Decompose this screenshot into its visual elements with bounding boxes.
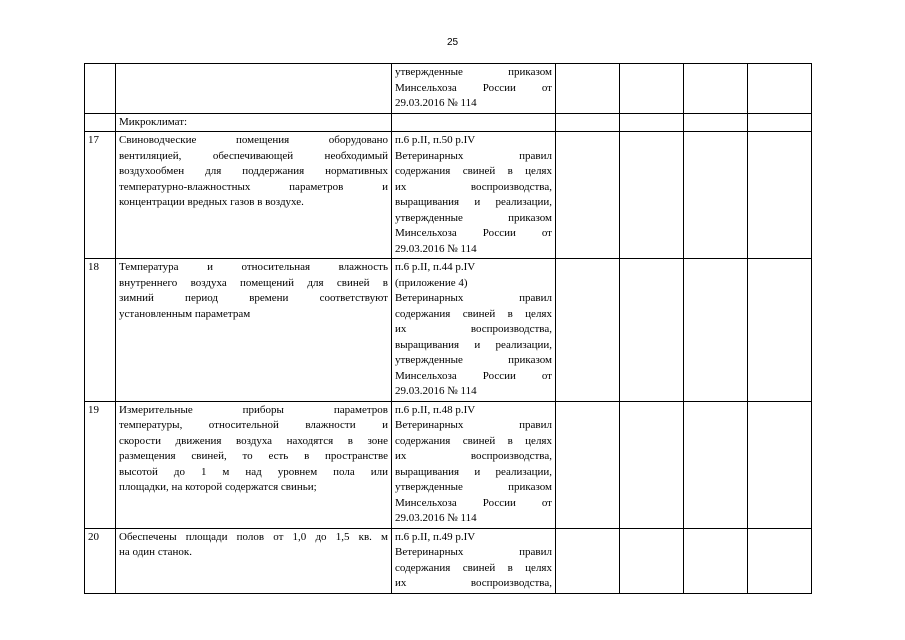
requirement-line: температуры, относительной влажности и (119, 419, 388, 431)
regulation-reference (392, 64, 556, 114)
requirement-text (116, 401, 392, 528)
requirement-line: Свиноводческие помещения оборудовано (119, 134, 388, 146)
assessment-cell (684, 132, 748, 259)
table-body (85, 64, 812, 594)
assessment-cell (556, 132, 620, 259)
reference-line: Минсельхоза России от (395, 227, 552, 239)
requirement-line: размещения свиней, то есть в пространстве (119, 450, 388, 462)
reference-line: Минсельхоза России от (395, 496, 552, 509)
reference-line: п.6 р.II, п.50 р.IV (395, 134, 476, 146)
reference-line: выращивания и реализации, (395, 338, 552, 351)
reference-line: 29.03.2016 № 114 (395, 97, 477, 109)
table-row (85, 64, 812, 114)
reference-line: содержания свиней в целях (395, 434, 552, 447)
assessment-cell (620, 259, 684, 402)
assessment-cell (556, 528, 620, 593)
row-number: 18 (85, 259, 116, 402)
row-number: 19 (85, 401, 116, 528)
assessment-cell (748, 64, 812, 114)
requirement-line: зимний период времени соответствуют (119, 292, 388, 304)
reference-line: утвержденные приказом (395, 481, 552, 493)
reference-line: их воспроизводства, (395, 180, 552, 193)
reference-line: утвержденные приказом (395, 211, 552, 224)
assessment-cell (556, 259, 620, 402)
reference-line: Минсельхоза России от (395, 81, 552, 94)
requirement-line: воздухообмен для поддержания нормативных (119, 165, 388, 177)
row-number (85, 64, 116, 114)
reference-line: Ветеринарных правил (395, 149, 552, 162)
assessment-cell (748, 401, 812, 528)
reference-line: Ветеринарных правил (395, 419, 552, 431)
reference-line: выращивания и реализации, (395, 465, 552, 478)
reference-line: (приложение 4) (395, 276, 468, 289)
assessment-cell (684, 259, 748, 402)
assessment-cell (556, 64, 620, 114)
requirement-line: Температура и относительная влажность (119, 261, 388, 273)
reference-line: содержания свиней в целях (395, 165, 552, 177)
requirement-line: скорости движения воздуха находятся в зоне (119, 434, 388, 447)
reference-line: 29.03.2016 № 114 (395, 385, 477, 397)
regulation-reference (392, 401, 556, 528)
requirement-line: температурно-влажностных параметров и (119, 180, 388, 193)
table-row (85, 259, 812, 402)
reference-line: их воспроизводства, (395, 323, 552, 335)
requirement-text (116, 528, 392, 593)
checklist-table (84, 63, 812, 594)
table-row (85, 113, 812, 132)
reference-line: п.6 р.II, п.48 р.IV (395, 403, 476, 416)
assessment-cell (748, 132, 812, 259)
requirement-text (116, 132, 392, 259)
assessment-cell (620, 528, 684, 593)
reference-line: 29.03.2016 № 114 (395, 512, 477, 524)
reference-line: их воспроизводства, (395, 450, 552, 462)
reference-line: утвержденные приказом (395, 354, 552, 366)
reference-line: содержания свиней в целях (395, 307, 552, 320)
reference-line: их воспроизводства, (395, 577, 552, 589)
page-number: 25 (446, 37, 459, 48)
reference-line: содержания свиней в целях (395, 561, 552, 574)
assessment-cell (684, 64, 748, 114)
assessment-cell (748, 528, 812, 593)
requirement-line: Обеспечены площади полов от 1,0 до 1,5 кв. м (119, 530, 388, 543)
requirement-line: установленным параметрам (119, 307, 251, 320)
assessment-cell (620, 401, 684, 528)
reference-line: утвержденные приказом (395, 66, 552, 78)
section-heading: Микроклимат: (116, 113, 392, 132)
requirement-line: высотой до 1 м над уровнем пола или (119, 465, 388, 478)
regulation-reference (392, 132, 556, 259)
requirement-line: концентрации вредных газов в воздухе. (119, 196, 304, 208)
assessment-cell (684, 401, 748, 528)
regulation-reference (392, 259, 556, 402)
reference-line: выращивания и реализации, (395, 196, 552, 208)
requirement-line: Измерительные приборы параметров (119, 403, 388, 416)
assessment-cell (620, 132, 684, 259)
assessment-cell (620, 64, 684, 114)
assessment-cell (556, 113, 620, 132)
requirement-text (116, 259, 392, 402)
reference-line: п.6 р.II, п.44 р.IV (395, 261, 476, 273)
reference-cell (392, 113, 556, 132)
assessment-cell (748, 113, 812, 132)
table-row (85, 401, 812, 528)
requirement-line: площадки, на которой содержатся свиньи; (119, 481, 317, 493)
assessment-cell (620, 113, 684, 132)
assessment-cell (748, 259, 812, 402)
table-row (85, 132, 812, 259)
row-number: 17 (85, 132, 116, 259)
reference-line: 29.03.2016 № 114 (395, 242, 477, 255)
assessment-cell (556, 401, 620, 528)
requirement-line: на один станок. (119, 546, 193, 558)
table-row (85, 528, 812, 593)
assessment-cell (684, 113, 748, 132)
reference-line: Ветеринарных правил (395, 546, 552, 558)
requirement-text (116, 64, 392, 114)
row-number: 20 (85, 528, 116, 593)
reference-line: Минсельхоза России от (395, 369, 552, 382)
regulation-reference (392, 528, 556, 593)
reference-line: Ветеринарных правил (395, 292, 552, 304)
assessment-cell (684, 528, 748, 593)
reference-line: п.6 р.II, п.49 р.IV (395, 530, 476, 543)
row-number-cell (85, 113, 116, 132)
requirement-line: внутреннего воздуха помещений для свиней в (119, 276, 388, 289)
requirement-line: вентиляцией, обеспечивающей необходимый (119, 149, 388, 162)
